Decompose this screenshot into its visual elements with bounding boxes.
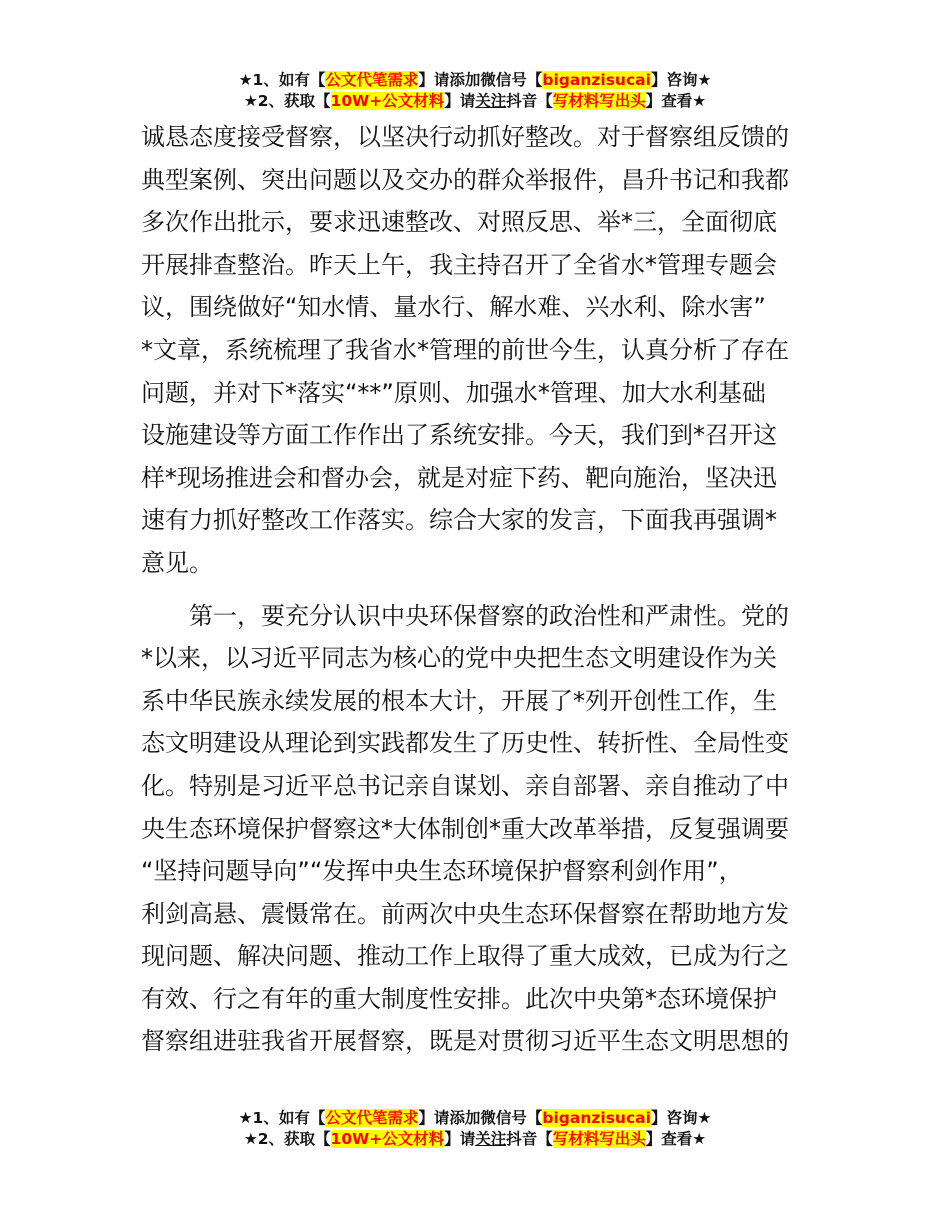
text-line: 议，围绕做好“知水情、量水行、解水难、兴水利、除水害”: [141, 293, 766, 322]
highlight-douyin-account: 写材料写出头: [552, 92, 646, 110]
banner-text: 】请: [444, 92, 476, 110]
document-body: [141, 116, 809, 1063]
text-line: 样*现场推进会和督办会，就是对症下药、靶向施治，坚决迅: [141, 463, 777, 492]
text-line: 速有力抓好整改工作落实。综合大家的发言，下面我再强调*: [141, 506, 777, 535]
text-line: 第一，要充分认识中央环保督察的政治性和严肃性。党的: [189, 601, 789, 630]
banner-line-2: [0, 91, 950, 112]
highlight-wechat-id: biganzisucai: [542, 71, 651, 89]
banner-text: ★1、如有【: [238, 71, 326, 89]
banner-text: 】咨询★: [650, 71, 712, 89]
banner-text: 】请添加微信号【: [418, 1109, 543, 1127]
text-line: *以来，以习近平同志为核心的党中央把生态文明建设作为关: [141, 644, 777, 673]
text-line: 意见。: [141, 548, 213, 577]
highlight-service: 公文代笔需求: [325, 71, 419, 89]
text-line: “坚持问题导向”“发挥中央生态环境保护督察利剑作用”，: [141, 857, 743, 886]
text-line: 现问题、解决问题、推动工作上取得了重大成效，已成为行之: [141, 942, 789, 971]
text-line: 有效、行之有年的重大制度性安排。此次中央第*态环境保护: [141, 984, 777, 1013]
paragraph: [141, 595, 809, 1064]
follow-text: 关注: [475, 1130, 507, 1148]
banner-text: ★2、获取【: [243, 92, 331, 110]
paragraph: [141, 116, 809, 585]
header-banner: [0, 70, 950, 112]
highlight-materials: 10W+公文材料: [330, 92, 445, 110]
text-line: 问题，并对下*落实“**”原则、加强水*管理、加大水利基础: [141, 378, 766, 407]
highlight-materials: 10W+公文材料: [330, 1130, 445, 1148]
banner-text: ★1、如有【: [238, 1109, 326, 1127]
text-line: 督察组进驻我省开展督察，既是对贯彻习近平生态文明思想的: [141, 1027, 789, 1056]
highlight-douyin-account: 写材料写出头: [552, 1130, 646, 1148]
banner-line-2: [0, 1129, 950, 1150]
text-line: 典型案例、突出问题以及交办的群众举报件，昌升书记和我都: [141, 165, 789, 194]
text-line: 诚恳态度接受督察，以坚决行动抓好整改。对于督察组反馈的: [141, 123, 789, 151]
banner-text: 】咨询★: [650, 1109, 712, 1127]
text-line: 系中华民族永续发展的根本大计，开展了*列开创性工作，生: [141, 686, 777, 715]
text-line: *文章，系统梳理了我省水*管理的前世今生，认真分析了存在: [141, 335, 789, 364]
highlight-service: 公文代笔需求: [325, 1109, 419, 1127]
text-line: 设施建设等方面工作作出了系统安排。今天，我们到*召开这: [141, 421, 777, 450]
banner-text: 】请添加微信号【: [418, 71, 543, 89]
text-line: 化。特别是习近平总书记亲自谋划、亲自部署、亲自推动了中: [141, 771, 789, 800]
banner-text: ★2、获取【: [243, 1130, 331, 1148]
banner-text: 抖音【: [506, 92, 553, 110]
banner-line-1: [0, 1108, 950, 1129]
text-line: 多次作出批示，要求迅速整改、对照反思、举*三，全面彻底: [141, 208, 777, 237]
banner-text: 】查看★: [645, 92, 707, 110]
text-line: 开展排查整治。昨天上午，我主持召开了全省水*管理专题会: [141, 250, 777, 279]
text-line: 央生态环境保护督察这*大体制创*重大改革举措，反复强调要: [141, 814, 789, 843]
follow-text: 关注: [475, 92, 507, 110]
text-line: 态文明建设从理论到实践都发生了历史性、转折性、全局性变: [141, 729, 789, 758]
banner-text: 】请: [444, 1130, 476, 1148]
footer-banner: [0, 1108, 950, 1150]
banner-text: 抖音【: [506, 1130, 553, 1148]
highlight-wechat-id: biganzisucai: [542, 1109, 651, 1127]
banner-text: 】查看★: [645, 1130, 707, 1148]
banner-line-1: [0, 70, 950, 91]
text-line: 利剑高悬、震慑常在。前两次中央生态环保督察在帮助地方发: [141, 899, 789, 928]
